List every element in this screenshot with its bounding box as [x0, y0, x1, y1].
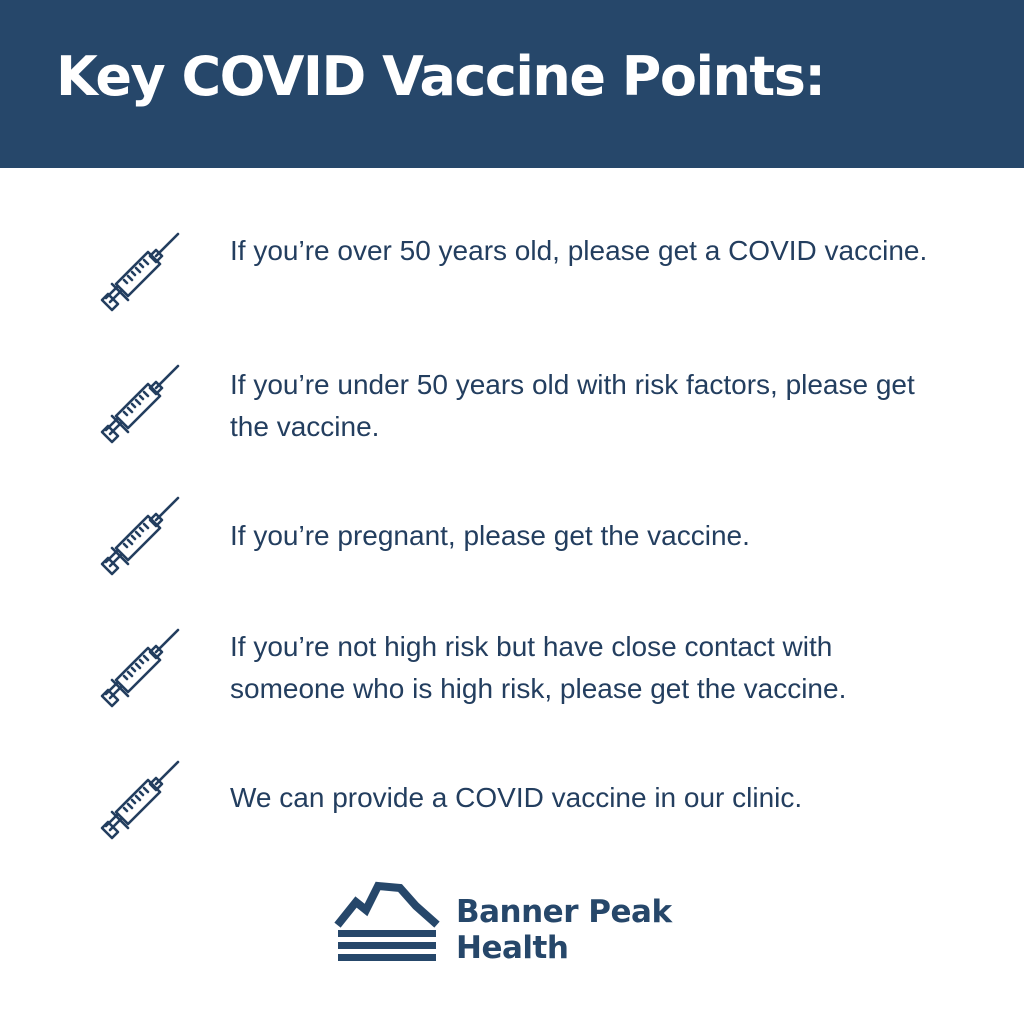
point-text: If you’re pregnant, please get the vaccine. — [230, 520, 750, 551]
point-text: If you’re under 50 years old with risk factors, please get the vaccine. — [230, 369, 915, 442]
brand-name-line2: Health — [456, 930, 569, 966]
syringe-icon — [94, 758, 182, 846]
list-item — [0, 624, 1024, 734]
point-text: If you’re not high risk but have close contact with someone who is high risk, please get the vaccine. — [230, 631, 847, 704]
header-banner — [0, 0, 1024, 168]
brand-name-line1: Banner Peak — [456, 894, 672, 930]
point-text: If you’re over 50 years old, please get a COVID vaccine. — [230, 235, 928, 266]
list-item — [0, 360, 1024, 470]
brand-name — [456, 894, 672, 966]
list-item — [0, 492, 1024, 602]
syringe-icon — [94, 230, 182, 318]
list-item — [0, 756, 1024, 866]
mountain-logo-icon — [334, 880, 440, 966]
syringe-icon — [94, 626, 182, 714]
brand-logo — [334, 880, 704, 970]
syringe-icon — [94, 362, 182, 450]
list-item — [0, 228, 1024, 338]
syringe-icon — [94, 494, 182, 582]
point-text: We can provide a COVID vaccine in our clinic. — [230, 782, 803, 813]
page-title: Key COVID Vaccine Points: — [56, 45, 825, 108]
